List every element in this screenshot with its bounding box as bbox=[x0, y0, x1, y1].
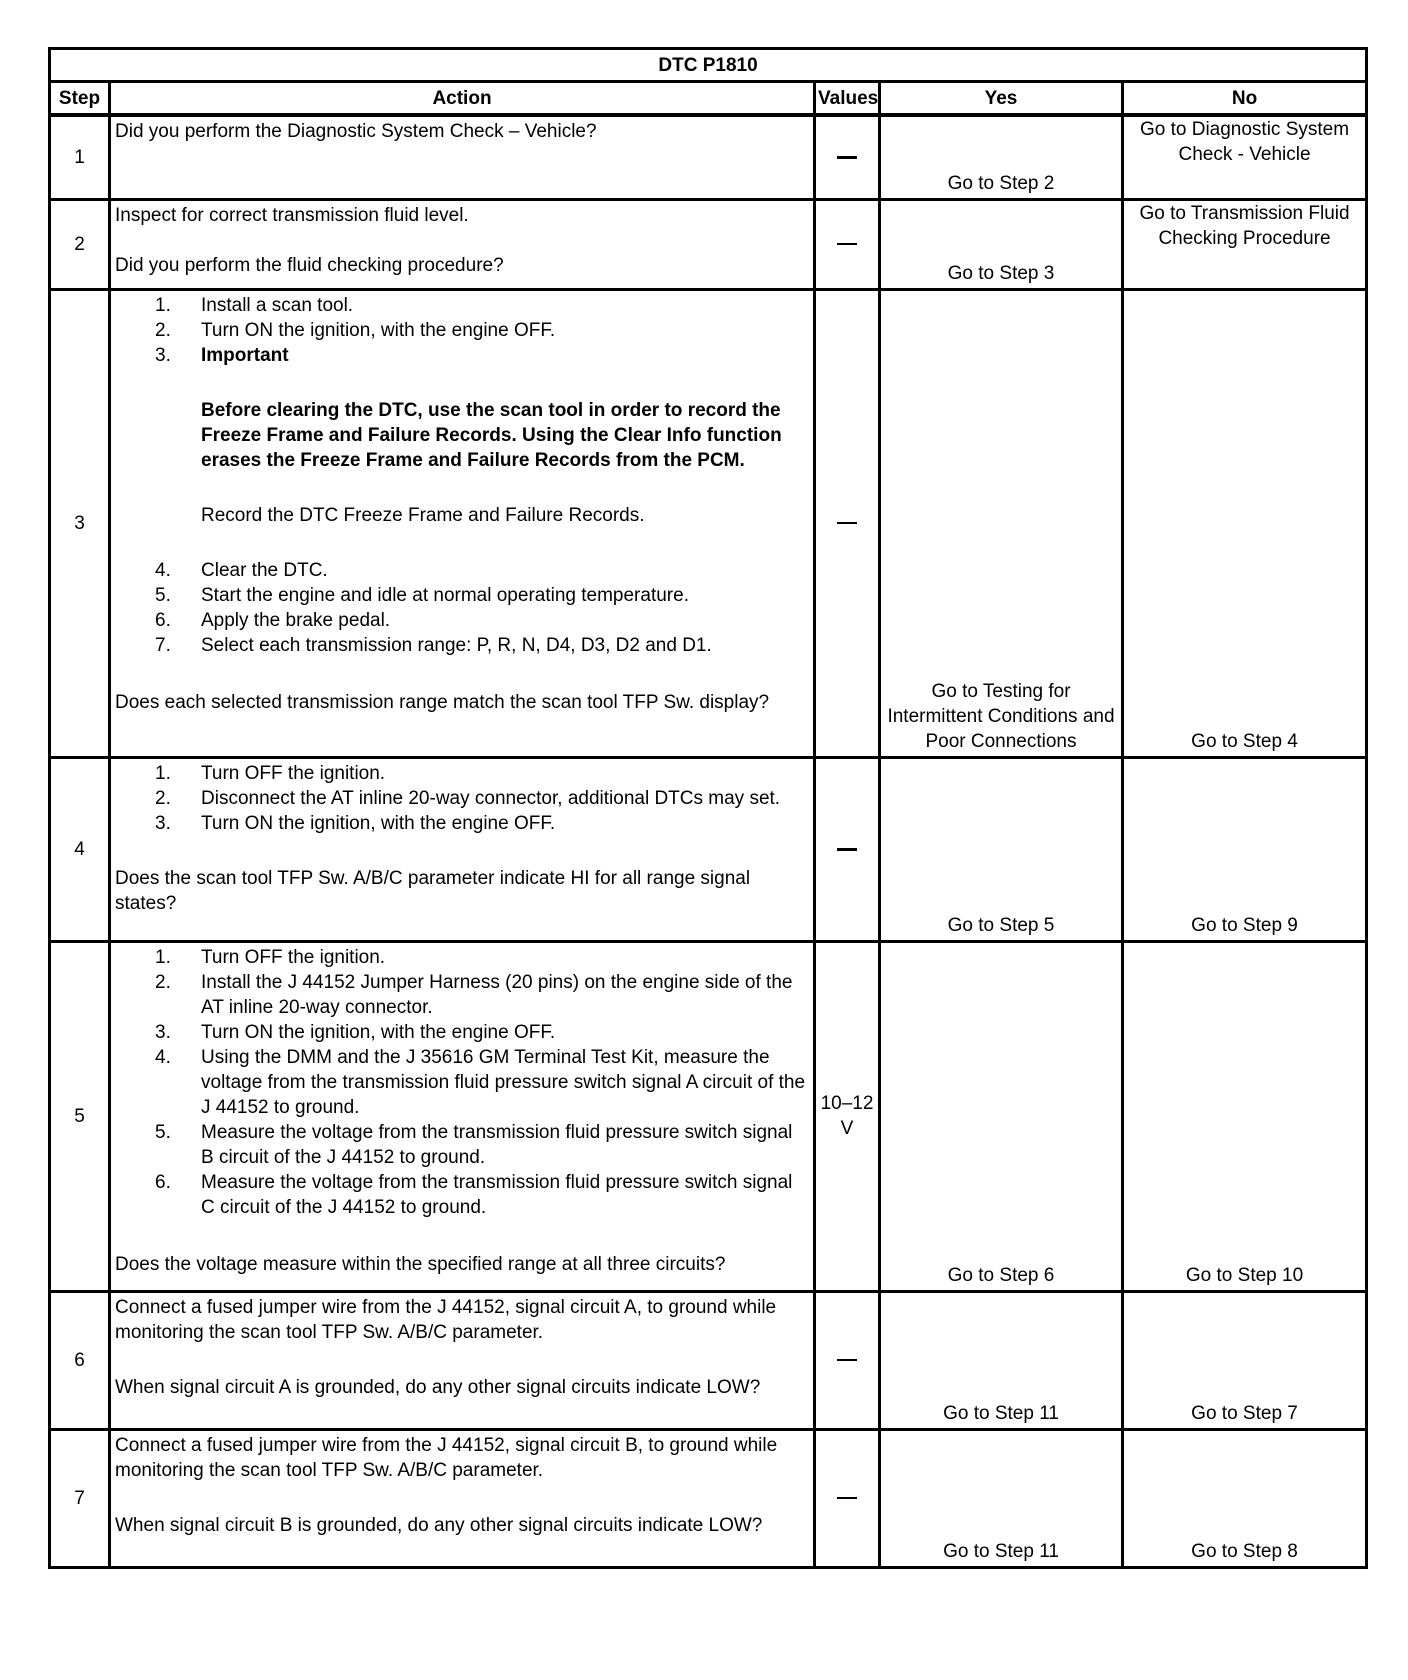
step-number: 6 bbox=[50, 1291, 110, 1429]
action-question: Does each selected transmission range match the scan tool TFP Sw. display? bbox=[115, 691, 770, 713]
values-cell bbox=[815, 289, 880, 757]
no-cell[interactable]: Go to Step 10 bbox=[1123, 941, 1367, 1291]
yes-cell[interactable]: Go to Step 11 bbox=[880, 1429, 1123, 1567]
action-cell bbox=[110, 289, 815, 757]
action-question: When signal circuit A is grounded, do any other signal circuits indicate LOW? bbox=[115, 1376, 761, 1398]
procedure-item: 6. Measure the voltage from the transmission fluid pressure switch signal C circuit of the J 44152 to ground. bbox=[155, 1171, 793, 1218]
no-cell[interactable]: Go to Diagnostic System Check - Vehicle bbox=[1123, 115, 1367, 199]
em-dash-icon bbox=[837, 1497, 857, 1499]
action-cell bbox=[110, 1429, 815, 1567]
values-cell bbox=[815, 757, 880, 941]
table-row-step-2 bbox=[50, 199, 1367, 289]
no-cell[interactable]: Go to Step 4 bbox=[1123, 289, 1367, 757]
table-row-step-6 bbox=[50, 1291, 1367, 1429]
step-number: 7 bbox=[50, 1429, 110, 1567]
values-cell bbox=[815, 115, 880, 199]
em-dash-icon bbox=[837, 848, 857, 851]
step-number: 2 bbox=[50, 199, 110, 289]
procedure-item: 1. Turn OFF the ignition. bbox=[155, 762, 386, 784]
yes-cell[interactable]: Go to Testing for Intermittent Conditions and Poor Connections bbox=[880, 289, 1123, 757]
table-row-step-3 bbox=[50, 289, 1367, 757]
column-header-step: Step bbox=[50, 82, 110, 116]
procedure-item: 1. Install a scan tool. bbox=[155, 294, 354, 316]
no-cell[interactable]: Go to Step 9 bbox=[1123, 757, 1367, 941]
action-cell bbox=[110, 941, 815, 1291]
action-cell bbox=[110, 1291, 815, 1429]
em-dash-icon bbox=[837, 243, 857, 245]
procedure-item: 2. Install the J 44152 Jumper Harness (20 pins) on the engine side of the AT inline 20-way connector. bbox=[155, 971, 793, 1018]
yes-cell[interactable]: Go to Step 6 bbox=[880, 941, 1123, 1291]
action-question: Did you perform the fluid checking procedure? bbox=[115, 254, 504, 276]
no-cell[interactable]: Go to Step 8 bbox=[1123, 1429, 1367, 1567]
table-row-step-5 bbox=[50, 941, 1367, 1291]
procedure-item: 6. Apply the brake pedal. bbox=[155, 609, 391, 631]
procedure-item: 1. Turn OFF the ignition. bbox=[155, 946, 386, 968]
column-header-no: No bbox=[1123, 82, 1367, 116]
important-note: Before clearing the DTC, use the scan tool in order to record the Freeze Frame and Failure Records. Using the Clear Info function erases the Freeze Frame and Failure Records from the PCM. bbox=[201, 399, 782, 471]
procedure-item: 4. Clear the DTC. bbox=[155, 559, 328, 581]
procedure-item: 5. Start the engine and idle at normal operating temperature. bbox=[155, 584, 689, 606]
table-row-step-4 bbox=[50, 757, 1367, 941]
column-header-action: Action bbox=[110, 82, 815, 116]
diagnostic-table bbox=[48, 47, 1368, 1569]
no-cell[interactable]: Go to Step 7 bbox=[1123, 1291, 1367, 1429]
step-number: 5 bbox=[50, 941, 110, 1291]
action-intro: Connect a fused jumper wire from the J 44152, signal circuit A, to ground while monitoring the scan tool TFP Sw. A/B/C parameter. bbox=[115, 1296, 777, 1343]
column-header-values: Values bbox=[815, 82, 880, 116]
step-number: 1 bbox=[50, 115, 110, 199]
procedure-item: 3. Turn ON the ignition, with the engine OFF. bbox=[155, 812, 556, 834]
procedure-list bbox=[115, 558, 809, 658]
yes-cell[interactable]: Go to Step 11 bbox=[880, 1291, 1123, 1429]
em-dash-icon bbox=[837, 156, 857, 159]
action-question: Did you perform the Diagnostic System Check – Vehicle? bbox=[115, 121, 597, 142]
procedure-list bbox=[115, 945, 809, 1220]
action-cell bbox=[110, 757, 815, 941]
table-title: DTC P1810 bbox=[50, 49, 1367, 82]
procedure-item: 7. Select each transmission range: P, R, N, D4, D3, D2 and D1. bbox=[155, 634, 712, 656]
no-cell[interactable]: Go to Transmission Fluid Checking Procedure bbox=[1123, 199, 1367, 289]
action-question: Does the voltage measure within the specified range at all three circuits? bbox=[115, 1253, 726, 1275]
yes-cell[interactable]: Go to Step 2 bbox=[880, 115, 1123, 199]
column-header-yes: Yes bbox=[880, 82, 1123, 116]
table-row-step-7 bbox=[50, 1429, 1367, 1567]
procedure-item-important: 3. Important bbox=[155, 344, 289, 366]
yes-cell[interactable]: Go to Step 3 bbox=[880, 199, 1123, 289]
action-intro: Connect a fused jumper wire from the J 44152, signal circuit B, to ground while monitoring the scan tool TFP Sw. A/B/C parameter. bbox=[115, 1434, 778, 1481]
procedure-item: 4. Using the DMM and the J 35616 GM Terminal Test Kit, measure the voltage from the transmission fluid pressure switch signal A circuit of the J 44152 to ground. bbox=[155, 1046, 806, 1118]
procedure-list bbox=[115, 293, 809, 368]
values-cell bbox=[815, 199, 880, 289]
values-cell bbox=[815, 1429, 880, 1567]
action-question: When signal circuit B is grounded, do any other signal circuits indicate LOW? bbox=[115, 1514, 763, 1536]
procedure-item: 3. Turn ON the ignition, with the engine OFF. bbox=[155, 1021, 556, 1043]
record-instruction: Record the DTC Freeze Frame and Failure Records. bbox=[201, 504, 645, 526]
action-intro: Inspect for correct transmission fluid level. bbox=[115, 204, 469, 226]
values-cell: 10–12 V bbox=[815, 941, 880, 1291]
procedure-item: 2. Disconnect the AT inline 20-way connector, additional DTCs may set. bbox=[155, 787, 781, 809]
step-number: 4 bbox=[50, 757, 110, 941]
action-question: Does the scan tool TFP Sw. A/B/C parameter indicate HI for all range signal states? bbox=[115, 867, 751, 914]
table-row-step-1 bbox=[50, 115, 1367, 199]
action-cell bbox=[110, 199, 815, 289]
em-dash-icon bbox=[837, 1359, 857, 1361]
procedure-item: 2. Turn ON the ignition, with the engine OFF. bbox=[155, 319, 556, 341]
yes-cell[interactable]: Go to Step 5 bbox=[880, 757, 1123, 941]
action-cell bbox=[110, 115, 815, 199]
step-number: 3 bbox=[50, 289, 110, 757]
procedure-list bbox=[115, 761, 809, 836]
values-cell bbox=[815, 1291, 880, 1429]
em-dash-icon bbox=[837, 522, 857, 524]
procedure-item: 5. Measure the voltage from the transmission fluid pressure switch signal B circuit of the J 44152 to ground. bbox=[155, 1121, 793, 1168]
